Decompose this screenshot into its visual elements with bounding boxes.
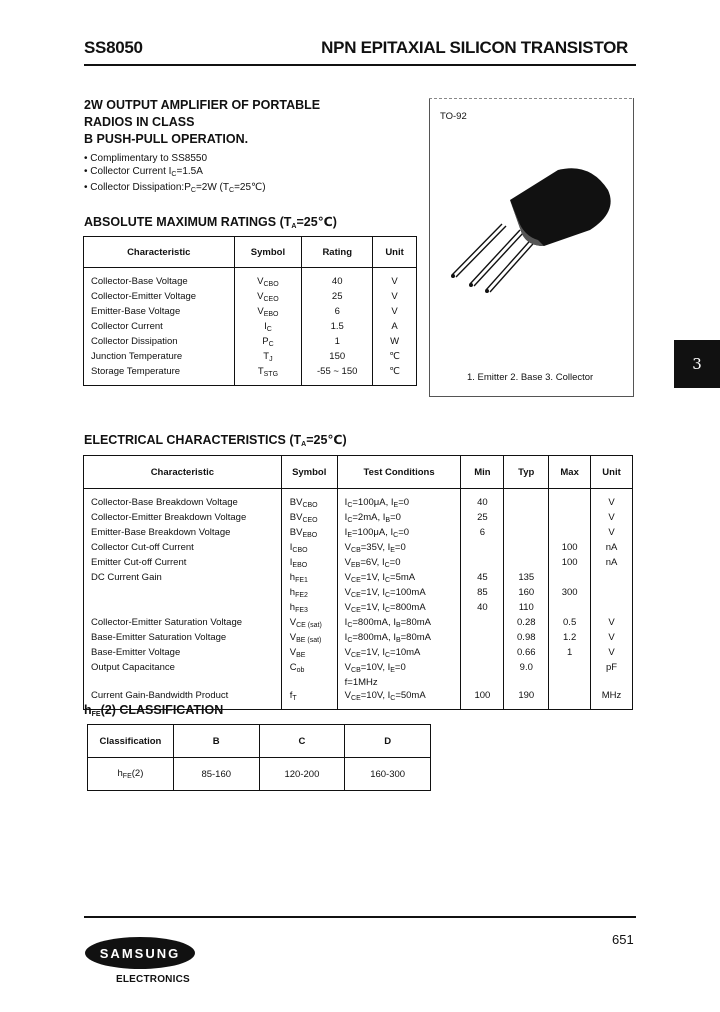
symbol-cell: $T_{STG}$ xyxy=(234,366,302,386)
test-conditions-cell: f=1MHz xyxy=(337,677,461,690)
symbol-cell: $V_{CEO}$ xyxy=(234,291,302,306)
column-header: Classification xyxy=(88,725,174,758)
characteristic-cell xyxy=(84,602,282,617)
typ-cell xyxy=(504,527,549,542)
symbol-cell: $I_{CBO}$ xyxy=(281,542,337,557)
column-header: Max xyxy=(549,456,591,489)
max-cell: 1.2 xyxy=(549,632,591,647)
max-cell: 100 xyxy=(549,557,591,572)
rating-cell: -55 ~ 150 xyxy=(302,366,373,386)
footer-divider xyxy=(84,916,636,918)
headline-line: 2W OUTPUT AMPLIFIER OF PORTABLE xyxy=(84,98,321,112)
max-cell: 0.5 xyxy=(549,617,591,632)
division-label: ELECTRONICS xyxy=(116,974,190,985)
unit-cell: V xyxy=(591,512,633,527)
characteristic-cell: Collector Dissipation xyxy=(91,336,178,347)
symbol-cell xyxy=(281,677,337,690)
table-cell: 120-200 xyxy=(259,758,345,791)
max-cell xyxy=(549,677,591,690)
symbol-cell: $h_{FE3}$ xyxy=(281,602,337,617)
min-cell: 6 xyxy=(461,527,504,542)
part-number: SS8050 xyxy=(84,38,143,57)
symbol-cell: $h_{FE2}$ xyxy=(281,587,337,602)
package-name: TO-92 xyxy=(440,111,467,122)
rating-cell: 150 xyxy=(302,351,373,366)
column-header: Typ xyxy=(504,456,549,489)
characteristic-cell: Emitter-Base Breakdown Voltage xyxy=(91,527,231,538)
characteristic-cell: Collector-Emitter Breakdown Voltage xyxy=(91,512,247,523)
table-row xyxy=(84,268,417,292)
test-conditions-cell: $V_{CE}=1V$, $I_C=100mA$ xyxy=(337,587,461,602)
test-conditions-cell: $V_{CE}=1V$, $I_C=5mA$ xyxy=(337,572,461,587)
symbol-cell: $C_{ob}$ xyxy=(281,662,337,677)
symbol-cell: $I_C$ xyxy=(234,321,302,336)
unit-cell: ℃ xyxy=(373,351,417,366)
table-header-row xyxy=(84,237,417,268)
typ-cell xyxy=(504,542,549,557)
table-row xyxy=(84,557,633,572)
column-header: Symbol xyxy=(281,456,337,489)
header-divider xyxy=(84,64,636,66)
min-cell xyxy=(461,677,504,690)
page-number: 651 xyxy=(612,932,634,947)
unit-cell: ℃ xyxy=(373,366,417,386)
column-header: Symbol xyxy=(234,237,302,268)
min-cell xyxy=(461,617,504,632)
unit-cell: pF xyxy=(591,662,633,677)
min-cell: 40 xyxy=(461,489,504,513)
symbol-cell: $V_{BE}$ xyxy=(281,647,337,662)
table-row xyxy=(84,291,417,306)
typ-cell: 160 xyxy=(504,587,549,602)
column-header: C xyxy=(259,725,345,758)
characteristic-cell: DC Current Gain xyxy=(91,572,162,583)
feature-item: • Collector $Dissipation:P_C=2W$ $(T_C=25℃)$ xyxy=(84,182,266,194)
headline-line: B PUSH-PULL OPERATION. xyxy=(84,132,249,146)
row-label: $h_{FE}(2)$ xyxy=(88,758,174,791)
typ-cell: 135 xyxy=(504,572,549,587)
symbol-cell: $BV_{EBO}$ xyxy=(281,527,337,542)
max-cell xyxy=(549,489,591,513)
package-frame-top xyxy=(429,98,632,100)
document-title: NPN EPITAXIAL SILICON TRANSISTOR xyxy=(321,38,628,57)
symbol-cell: $h_{FE1}$ xyxy=(281,572,337,587)
max-cell xyxy=(549,662,591,677)
absolute-max-ratings-table xyxy=(83,236,417,386)
min-cell: 25 xyxy=(461,512,504,527)
rating-cell: 1.5 xyxy=(302,321,373,336)
test-conditions-cell: $V_{CB}=10V$, $I_E=0$ xyxy=(337,662,461,677)
unit-cell: V xyxy=(591,489,633,513)
feature-item: • Complimentary to SS8550 xyxy=(84,153,208,164)
hfe-classification-heading: $h_{FE}(2)$ CLASSIFICATION xyxy=(84,703,224,718)
min-cell: 100 xyxy=(461,690,504,710)
min-cell: 85 xyxy=(461,587,504,602)
typ-cell xyxy=(504,489,549,513)
characteristic-cell xyxy=(84,677,282,690)
test-conditions-cell: $I_C=800mA$, $I_B=80mA$ xyxy=(337,632,461,647)
test-conditions-cell: $V_{CE}=1V$, $I_C=800mA$ xyxy=(337,602,461,617)
typ-cell: 110 xyxy=(504,602,549,617)
symbol-cell: $T_J$ xyxy=(234,351,302,366)
typ-cell xyxy=(504,512,549,527)
table-row xyxy=(84,602,633,617)
table-row xyxy=(84,527,633,542)
min-cell xyxy=(461,542,504,557)
table-row xyxy=(84,587,633,602)
symbol-cell: $BV_{CBO}$ xyxy=(281,489,337,513)
max-cell: 100 xyxy=(549,542,591,557)
pin-legend: 1. Emitter 2. Base 3. Collector xyxy=(467,372,594,383)
test-conditions-cell: $I_C=800mA$, $I_B=80mA$ xyxy=(337,617,461,632)
unit-cell: V xyxy=(591,617,633,632)
table-row xyxy=(84,321,417,336)
table-row xyxy=(84,632,633,647)
unit-cell xyxy=(591,677,633,690)
min-cell: 40 xyxy=(461,602,504,617)
symbol-cell: $I_{EBO}$ xyxy=(281,557,337,572)
min-cell xyxy=(461,647,504,662)
samsung-logo xyxy=(84,936,196,970)
unit-cell: V xyxy=(373,306,417,321)
max-cell xyxy=(549,690,591,710)
symbol-cell: $V_{CBO}$ xyxy=(234,268,302,292)
max-cell xyxy=(549,572,591,587)
table-row xyxy=(88,758,431,791)
test-conditions-cell: $V_{CE}=10V$, $I_C=50mA$ xyxy=(337,690,461,710)
characteristic-cell xyxy=(84,587,282,602)
test-conditions-cell: $V_{EB}=6V$, $I_C=0$ xyxy=(337,557,461,572)
table-row xyxy=(84,489,633,513)
column-header: Test Conditions xyxy=(337,456,461,489)
unit-cell: V xyxy=(373,291,417,306)
column-header: D xyxy=(345,725,431,758)
symbol-cell: $V_{BE (sat)}$ xyxy=(281,632,337,647)
table-row xyxy=(84,351,417,366)
characteristic-cell: Collector-Emitter Saturation Voltage xyxy=(91,617,243,628)
characteristic-cell: Current Gain-Bandwidth Product xyxy=(91,690,229,702)
max-cell xyxy=(549,602,591,617)
characteristic-cell: Junction Temperature xyxy=(91,351,183,362)
electrical-characteristics-heading: ELECTRICAL CHARACTERISTICS $(T_A=25℃)$ xyxy=(84,433,347,448)
hfe-classification-table xyxy=(87,724,431,791)
test-conditions-cell: $V_{CB}=35V$, $I_E=0$ xyxy=(337,542,461,557)
unit-cell: A xyxy=(373,321,417,336)
table-cell: 160-300 xyxy=(345,758,431,791)
min-cell xyxy=(461,632,504,647)
typ-cell xyxy=(504,557,549,572)
rating-cell: 1 xyxy=(302,336,373,351)
typ-cell: 0.66 xyxy=(504,647,549,662)
characteristic-cell: Collector-Base Breakdown Voltage xyxy=(91,497,238,508)
characteristic-cell: Collector-Base Voltage xyxy=(91,276,188,287)
characteristic-cell: Base-Emitter Voltage xyxy=(91,647,181,658)
logo-wordmark: SAMSUNG xyxy=(99,946,181,961)
table-row xyxy=(84,677,633,690)
rating-cell: 40 xyxy=(302,268,373,292)
table-row xyxy=(84,336,417,351)
min-cell: 45 xyxy=(461,572,504,587)
symbol-cell: $P_C$ xyxy=(234,336,302,351)
symbol-cell: $V_{CE (sat)}$ xyxy=(281,617,337,632)
column-header: Unit xyxy=(591,456,633,489)
symbol-cell: $V_{EBO}$ xyxy=(234,306,302,321)
max-cell xyxy=(549,512,591,527)
headline-line: RADIOS IN CLASS xyxy=(84,115,195,129)
feature-item: • Collector Current $I_C=1.5A$ xyxy=(84,166,203,178)
column-header: Unit xyxy=(373,237,417,268)
characteristic-cell: Emitter Cut-off Current xyxy=(91,557,187,568)
characteristic-cell: Emitter-Base Voltage xyxy=(91,306,181,317)
column-header: Min xyxy=(461,456,504,489)
test-conditions-cell: $I_C=2mA$, $I_B=0$ xyxy=(337,512,461,527)
test-conditions-cell: $I_E=100\mu A$, $I_C=0$ xyxy=(337,527,461,542)
unit-cell: V xyxy=(591,527,633,542)
unit-cell: V xyxy=(591,647,633,662)
table-row xyxy=(84,512,633,527)
typ-cell: 0.28 xyxy=(504,617,549,632)
rating-cell: 6 xyxy=(302,306,373,321)
symbol-cell: $f_T$ xyxy=(281,690,337,710)
characteristic-cell: Output Capacitance xyxy=(91,662,175,673)
table-row xyxy=(84,366,417,386)
unit-cell: nA xyxy=(591,557,633,572)
characteristic-cell: Collector Current xyxy=(91,321,163,332)
unit-cell: V xyxy=(591,632,633,647)
table-row xyxy=(84,617,633,632)
test-conditions-cell: $V_{CE}=1V$, $I_C=10mA$ xyxy=(337,647,461,662)
to92-package-drawing xyxy=(440,160,620,300)
rating-cell: 25 xyxy=(302,291,373,306)
table-row xyxy=(84,572,633,587)
unit-cell: MHz xyxy=(591,690,633,710)
test-conditions-cell: $I_C=100\mu A$, $I_E=0$ xyxy=(337,489,461,513)
max-cell: 1 xyxy=(549,647,591,662)
unit-cell xyxy=(591,602,633,617)
table-header-row xyxy=(88,725,431,758)
min-cell xyxy=(461,662,504,677)
absolute-max-ratings-heading: ABSOLUTE MAXIMUM RATINGS $(T_A=25℃)$ xyxy=(84,215,337,230)
electrical-characteristics-table xyxy=(83,455,633,710)
characteristic-cell: Collector-Emitter Voltage xyxy=(91,291,197,302)
characteristic-cell: Storage Temperature xyxy=(91,366,181,377)
min-cell xyxy=(461,557,504,572)
table-row xyxy=(84,647,633,662)
typ-cell: 190 xyxy=(504,690,549,710)
headline xyxy=(84,97,384,148)
typ-cell xyxy=(504,677,549,690)
table-header-row xyxy=(84,456,633,489)
column-header: Characteristic xyxy=(84,456,282,489)
unit-cell xyxy=(591,587,633,602)
table-row xyxy=(84,542,633,557)
symbol-cell: $BV_{CEO}$ xyxy=(281,512,337,527)
typ-cell: 0.98 xyxy=(504,632,549,647)
characteristic-cell: Base-Emitter Saturation Voltage xyxy=(91,632,227,643)
max-cell xyxy=(549,527,591,542)
column-header: Rating xyxy=(302,237,373,268)
section-tab: 3 xyxy=(674,340,720,388)
column-header: Characteristic xyxy=(84,237,235,268)
unit-cell: V xyxy=(373,268,417,292)
unit-cell: nA xyxy=(591,542,633,557)
characteristic-cell: Collector Cut-off Current xyxy=(91,542,194,553)
table-row xyxy=(84,662,633,677)
max-cell: 300 xyxy=(549,587,591,602)
unit-cell: W xyxy=(373,336,417,351)
feature-list xyxy=(84,152,266,197)
table-cell: 85-160 xyxy=(173,758,259,791)
unit-cell xyxy=(591,572,633,587)
column-header: B xyxy=(173,725,259,758)
typ-cell: 9.0 xyxy=(504,662,549,677)
table-row xyxy=(84,306,417,321)
